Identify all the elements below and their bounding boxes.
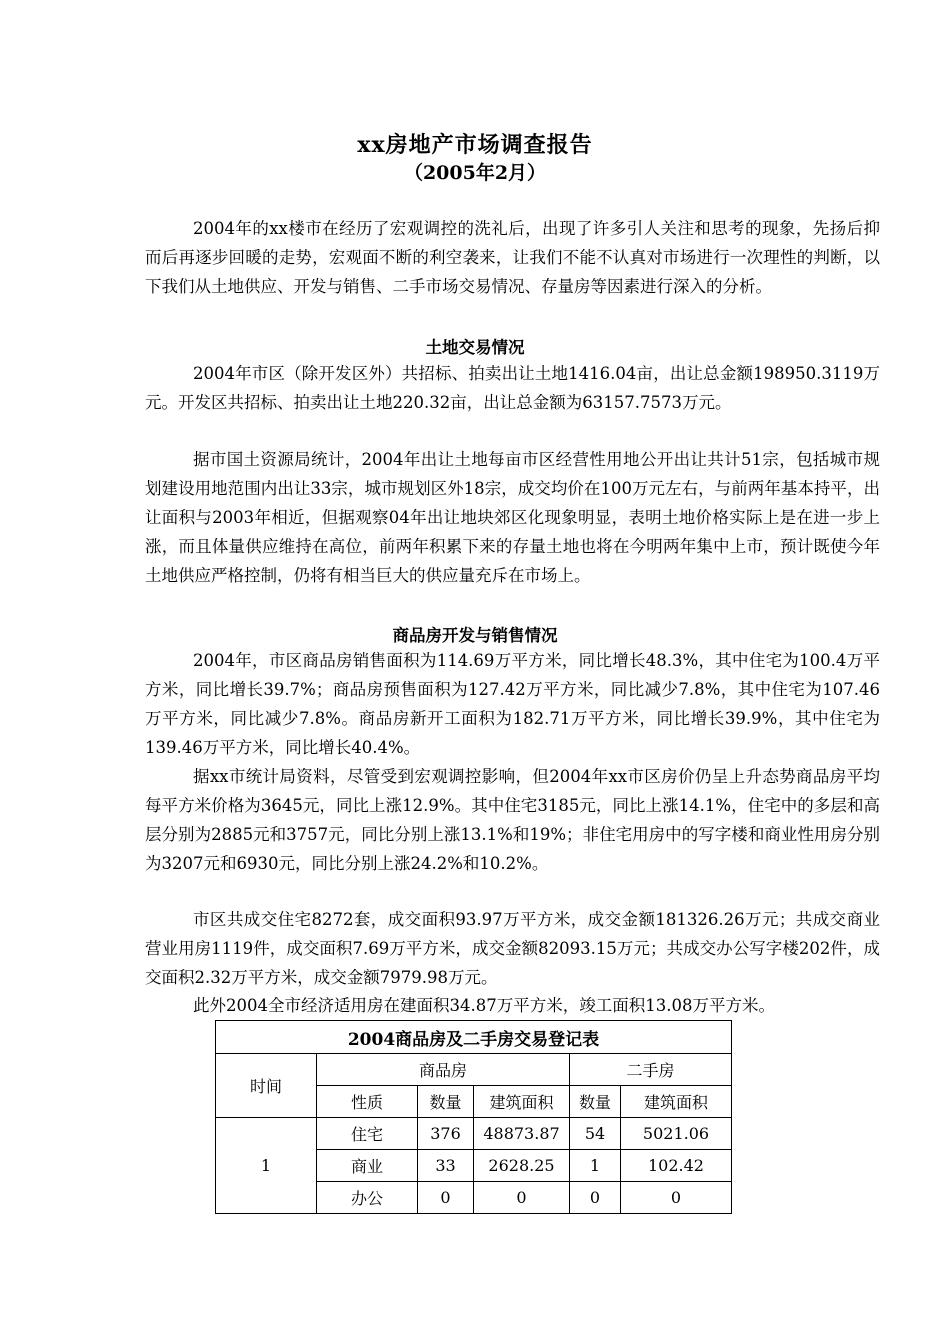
cell-qty: 376 — [418, 1118, 474, 1150]
cell-qty-second: 54 — [570, 1118, 621, 1150]
cell-area: 0 — [474, 1182, 570, 1214]
cell-qty-second: 0 — [570, 1182, 621, 1214]
header-second-hand: 二手房 — [570, 1054, 732, 1086]
cell-qty: 0 — [418, 1182, 474, 1214]
sales-paragraph-2: 据xx市统计局资料，尽管受到宏观调控影响，但2004年xx市区房价仍呈上升态势商品房平均每平方米价格为3645元，同比上涨12.9%。其中住宅3185元，同比上涨14.1%，住宅中的多层和高层分别为2885元和3757元，同比分别上涨13.1%和19%；非住宅用房中的写字楼和商业性用房分别为3207元和6930元，同比分别上涨24.2%和10.2%。 — [145, 767, 880, 873]
header-qty: 数量 — [418, 1086, 474, 1118]
cell-area: 2628.25 — [474, 1150, 570, 1182]
sales-paragraph-3: 市区共成交住宅8272套，成交面积93.97万平方米，成交金额181326.26万元；共成交商业营业用房1119件，成交面积7.69万平方米，成交金额82093.15万元；共成交办公写字楼202件，成交面积2.32万平方米，成交金额7979.98万元。 — [145, 910, 880, 987]
cell-area: 48873.87 — [474, 1118, 570, 1150]
table-title: 2004商品房及二手房交易登记表 — [216, 1021, 732, 1054]
header-area-second: 建筑面积 — [621, 1086, 732, 1118]
land-paragraph-2: 据市国土资源局统计，2004年出让土地每亩市区经营性用地公开出让共计51宗，包括城市规划建设用地范围内出让33宗，城市规划区外18宗，成交均价在100万元左右，与前两年基本持平，出让面积与2003年相近，但据观察04年出让地块郊区化现象明显，表明土地价格实际上是在进一步上涨，而且体量供应维持在高位，前两年积累下来的存量土地也将在今明两年集中上市，预计既使今年土地供应严格控制，仍将有相当巨大的供应量充斥在市场上。 — [145, 450, 880, 585]
section-heading-land: 土地交易情况 — [425, 338, 525, 357]
cell-type: 办公 — [317, 1182, 418, 1214]
cell-qty-second: 1 — [570, 1150, 621, 1182]
header-area: 建筑面积 — [474, 1086, 570, 1118]
doc-subtitle: （2005年2月） — [403, 162, 547, 184]
table-row — [216, 1118, 732, 1150]
header-time: 时间 — [216, 1054, 317, 1118]
header-qty-second: 数量 — [570, 1086, 621, 1118]
header-type: 性质 — [317, 1086, 418, 1118]
transaction-table — [215, 1020, 732, 1214]
cell-type: 商业 — [317, 1150, 418, 1182]
cell-type: 住宅 — [317, 1118, 418, 1150]
period-cell: 1 — [216, 1118, 317, 1214]
header-new-housing: 商品房 — [317, 1054, 570, 1086]
intro-paragraph: 2004年的xx楼市在经历了宏观调控的洗礼后，出现了许多引人关注和思考的现象，先扬后抑而后再逐步回暖的走势，宏观面不断的利空袭来，让我们不能不认真对市场进行一次理性的判断，以下我们从土地供应、开发与销售、二手市场交易情况、存量房等因素进行深入的分析。 — [145, 219, 880, 296]
table-title-row — [216, 1021, 732, 1054]
land-paragraph-1: 2004年市区（除开发区外）共招标、拍卖出让土地1416.04亩，出让总金额198950.3119万元。开发区共招标、拍卖出让土地220.32亩，出让总金额为63157.7573万元。 — [145, 364, 880, 412]
sales-paragraph-1: 2004年，市区商品房销售面积为114.69万平方米，同比增长48.3%，其中住宅为100.4万平方米，同比增长39.7%；商品房预售面积为127.42万平方米，同比减少7.8%，其中住宅为107.46万平方米，同比减少7.8%。商品房新开工面积为182.71万平方米，同比增长39.9%，其中住宅为139.46万平方米，同比增长40.4%。 — [145, 651, 880, 757]
cell-area-second: 0 — [621, 1182, 732, 1214]
section-heading-sales: 商品房开发与销售情况 — [392, 626, 558, 645]
cell-qty: 33 — [418, 1150, 474, 1182]
sales-paragraph-4: 此外2004全市经济适用房在建面积34.87万平方米，竣工面积13.08万平方米。 — [193, 996, 775, 1015]
cell-area-second: 5021.06 — [621, 1118, 732, 1150]
cell-area-second: 102.42 — [621, 1150, 732, 1182]
table-group-header-row — [216, 1054, 732, 1086]
doc-title: xx房地产市场调查报告 — [357, 132, 593, 158]
